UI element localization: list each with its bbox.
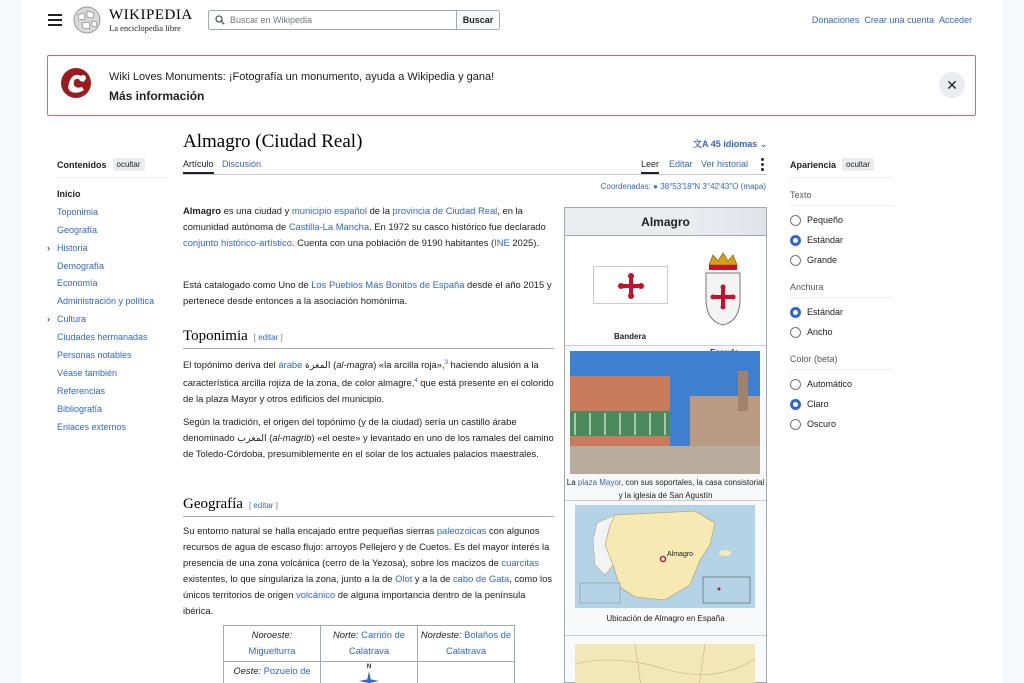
wiki-loves-monuments-logo-icon bbox=[58, 66, 94, 100]
text: haciendo alusión a la característica arcilla rojiza de la zona, de color almagre, bbox=[183, 359, 539, 389]
compass-cell-west bbox=[224, 662, 321, 683]
toc-item-vease-tambien[interactable]: Véase también bbox=[57, 367, 118, 378]
radio-button[interactable] bbox=[790, 419, 801, 430]
section-heading-geografia bbox=[183, 496, 554, 517]
text: 2025). bbox=[509, 237, 539, 248]
toponimia-paragraph-1 bbox=[183, 355, 554, 407]
main-menu-icon[interactable] bbox=[48, 14, 62, 26]
text: , con sus soportales, la casa consistorial y la iglesia de San Agustín bbox=[618, 478, 765, 500]
direction-label: Noroeste: bbox=[251, 629, 293, 640]
toc-hide-button[interactable]: ocultar bbox=[113, 158, 145, 171]
text: ) «la arcilla roja», bbox=[373, 359, 445, 371]
link[interactable]: cabo de Gata bbox=[452, 573, 510, 584]
infobox-symbols bbox=[565, 236, 766, 346]
chevron-right-icon[interactable]: › bbox=[47, 314, 50, 325]
toc-item-personas-notables[interactable]: Personas notables bbox=[57, 350, 132, 361]
language-button[interactable] bbox=[693, 137, 767, 150]
page-title: Almagro (Ciudad Real) bbox=[183, 131, 363, 152]
map-caption: Ubicación de Almagro en España bbox=[606, 614, 725, 623]
tab-discussion[interactable]: Discusión bbox=[222, 159, 262, 169]
wiki-loves-monuments-banner bbox=[47, 55, 976, 116]
compass-cell-east bbox=[418, 662, 515, 683]
coordinates-label[interactable]: Coordenadas: bbox=[600, 182, 651, 191]
option-label: Estándar bbox=[807, 235, 844, 245]
geografia-paragraph-1 bbox=[183, 523, 554, 619]
radio-button-selected[interactable] bbox=[790, 307, 801, 318]
link[interactable]: municipio español bbox=[291, 205, 367, 216]
text-size-large-option[interactable] bbox=[790, 250, 893, 270]
coat-of-arms-image[interactable] bbox=[703, 251, 743, 331]
link[interactable]: conjunto histórico-artístico bbox=[183, 237, 292, 248]
toc-item-geografia[interactable]: Geografía bbox=[57, 224, 98, 235]
option-label: Claro bbox=[807, 399, 829, 409]
direction-label: Oeste: bbox=[233, 665, 262, 676]
text: existentes, lo que singulariza la zona, junto a la de bbox=[183, 573, 396, 584]
toc-item-economia[interactable]: Economía bbox=[57, 278, 98, 289]
link[interactable]: volcánico bbox=[296, 589, 336, 600]
compass-rose-icon bbox=[357, 671, 381, 683]
infobox-second-map bbox=[565, 636, 766, 683]
text: . En 1972 su casco histórico fue declarado bbox=[369, 221, 546, 232]
infobox-photo bbox=[565, 346, 766, 501]
text-size-small-option[interactable] bbox=[790, 210, 893, 230]
italic-term: al-magrib bbox=[272, 432, 312, 443]
page bbox=[22, 0, 1002, 683]
width-standard-option[interactable] bbox=[790, 302, 893, 322]
toc-header bbox=[57, 158, 167, 178]
banner-more-link[interactable]: Más información bbox=[109, 89, 205, 103]
link[interactable]: cuarcitas bbox=[501, 557, 539, 568]
edit-label[interactable]: editar bbox=[253, 501, 274, 510]
neighbors-compass-table bbox=[223, 625, 515, 683]
flag-caption: Bandera bbox=[614, 332, 647, 341]
section-title: Geografía bbox=[183, 496, 243, 512]
toc-item-referencias[interactable]: Referencias bbox=[57, 385, 106, 396]
page-tabs bbox=[183, 155, 767, 175]
option-label: Automático bbox=[807, 379, 853, 389]
radio-button-selected[interactable] bbox=[790, 399, 801, 410]
radio-button[interactable] bbox=[790, 215, 801, 226]
regional-map[interactable] bbox=[575, 644, 755, 683]
language-icon: 文A bbox=[693, 139, 709, 149]
compass-rose-cell bbox=[321, 662, 418, 683]
radio-button[interactable] bbox=[790, 327, 801, 338]
text: y a la de bbox=[412, 573, 453, 584]
text-size-standard-option[interactable] bbox=[790, 230, 893, 250]
link[interactable]: Olot bbox=[395, 573, 413, 584]
option-label: Grande bbox=[807, 255, 838, 265]
edit-label[interactable]: editar bbox=[258, 333, 279, 342]
search-input[interactable] bbox=[209, 11, 456, 29]
infobox-location-map bbox=[565, 501, 766, 636]
appearance-hide-button[interactable]: ocultar bbox=[842, 158, 874, 171]
edit-section-link[interactable]: [ editar ] bbox=[253, 333, 283, 342]
color-auto-option[interactable] bbox=[790, 374, 893, 394]
map-marker-label: Almagro bbox=[667, 551, 694, 558]
coordinates bbox=[601, 182, 766, 191]
search-box bbox=[208, 10, 500, 30]
compass-cell-northwest bbox=[224, 626, 321, 662]
tab-edit[interactable]: Editar bbox=[669, 159, 693, 169]
compass-n-letter: N bbox=[366, 664, 372, 670]
toc-item-demografia[interactable]: Demografía bbox=[57, 260, 105, 271]
intro-paragraph-2 bbox=[183, 277, 554, 309]
link[interactable]: árabe bbox=[278, 359, 303, 371]
toponimia-paragraph-2 bbox=[183, 414, 554, 462]
appearance-title: Apariencia bbox=[790, 159, 837, 170]
logo-title: WIKIPEDIA bbox=[109, 7, 193, 23]
text: ) «el oeste» y levantado en uno de los ramales del camino de Toledo-Córdoba, presumiblemente en el solar de los actuales palacios maestrales. bbox=[183, 432, 554, 459]
section-title: Toponimia bbox=[183, 328, 248, 344]
toc-item-cultura[interactable] bbox=[47, 311, 167, 329]
toc-item-label: Historia bbox=[57, 242, 88, 253]
coordinates-map-link[interactable]: (mapa) bbox=[740, 182, 766, 191]
compass-cell-north bbox=[321, 626, 418, 662]
calatrava-cross-icon bbox=[594, 267, 669, 305]
place-link[interactable]: Bolaños de Calatrava bbox=[445, 629, 512, 656]
banner-text: Wiki Loves Monuments: ¡Fotografía un monumento, ayuda a Wikipedia y gana! bbox=[109, 71, 495, 83]
article-subject: Almagro bbox=[183, 205, 222, 216]
text: El topónimo deriva del bbox=[183, 359, 279, 371]
link[interactable]: paleozoicas bbox=[436, 525, 487, 536]
toc-item-ciudades-hermanadas[interactable]: Ciudades hermanadas bbox=[57, 332, 148, 343]
text: de alguna importancia dentro de la península ibérica. bbox=[183, 589, 526, 616]
place-link[interactable]: Carrión de Calatrava bbox=[348, 629, 405, 656]
toc-item-toponimia[interactable]: Toponimia bbox=[57, 206, 99, 217]
toc-item-bibliografia[interactable]: Bibliografía bbox=[57, 403, 103, 414]
width-label: Anchura bbox=[790, 282, 893, 298]
option-label: Oscuro bbox=[807, 419, 837, 429]
flag-image[interactable] bbox=[593, 266, 668, 304]
text: con algunos recursos de agua de escaso flujo: arroyos Pellejero y de Cuetos. Es del mayor interés la presencia de una zona volcánica (cerro de la Yezosa), sobre los macizos de bbox=[183, 525, 550, 568]
italic-term: al-magra bbox=[336, 359, 374, 371]
text: desde el año 2015 y pertenece desde entonces a la asociación homónima. bbox=[183, 279, 552, 306]
width-wide-option[interactable] bbox=[790, 322, 893, 342]
intro-paragraph-1 bbox=[183, 203, 554, 251]
radio-button-selected[interactable] bbox=[790, 235, 801, 246]
toc-title: Contenidos bbox=[57, 159, 107, 170]
search-placeholder: Buscar en Wikipedia bbox=[230, 15, 313, 25]
compass-cell-northeast bbox=[418, 626, 515, 662]
table-of-contents bbox=[47, 158, 167, 436]
plaza-mayor-link[interactable]: plaza Mayor bbox=[577, 478, 622, 487]
toc-item-inicio[interactable]: Inicio bbox=[57, 189, 81, 199]
close-icon[interactable]: ✕ bbox=[939, 72, 965, 98]
color-light-option[interactable] bbox=[790, 394, 893, 414]
search-icon bbox=[215, 15, 225, 25]
chevron-down-icon: ⌄ bbox=[759, 139, 768, 149]
wikipedia-wordmark[interactable] bbox=[109, 8, 193, 33]
infobox-title: Almagro bbox=[565, 208, 766, 236]
user-links bbox=[812, 15, 972, 25]
toc-item-enlaces-externos[interactable]: Enlaces externos bbox=[57, 421, 127, 432]
chevron-right-icon[interactable]: › bbox=[47, 242, 50, 253]
donate-link[interactable]: Donaciones bbox=[811, 15, 860, 25]
radio-button[interactable] bbox=[790, 379, 801, 390]
appearance-header bbox=[790, 158, 893, 178]
color-label: Color (beta) bbox=[790, 354, 893, 370]
spain-location-map[interactable] bbox=[575, 505, 755, 608]
text-size-label: Texto bbox=[790, 190, 893, 206]
plaza-mayor-photo[interactable] bbox=[570, 351, 760, 474]
text: de la bbox=[366, 205, 393, 216]
section-heading-toponimia bbox=[183, 328, 554, 349]
appearance-panel bbox=[790, 158, 893, 434]
text: , en la comunidad autónoma de bbox=[183, 205, 523, 232]
reference-link[interactable]: 3 bbox=[444, 360, 448, 366]
language-count: 45 idiomas bbox=[710, 139, 758, 149]
text: La bbox=[566, 478, 578, 487]
text: المغرة ( bbox=[302, 359, 337, 371]
text: es una ciudad y bbox=[221, 205, 292, 216]
toc-item-administracion[interactable]: Administración y política bbox=[57, 296, 155, 307]
tab-history[interactable]: Ver historial bbox=[701, 159, 749, 169]
link[interactable]: INE bbox=[494, 237, 510, 248]
option-label: Estándar bbox=[807, 307, 844, 317]
link[interactable]: Los Pueblos Más Bonitos de España bbox=[311, 279, 465, 290]
text: . Cuenta con una población de 9190 habitantes ( bbox=[291, 237, 495, 248]
text: Su entorno natural se halla encajado entre pequeñas sierras bbox=[183, 525, 437, 536]
option-label: Ancho bbox=[807, 327, 833, 337]
text: Según la tradición, el origen del topónimo (y de la ciudad) sería un castillo árabe denominado المغرب ( bbox=[183, 416, 517, 443]
color-dark-option[interactable] bbox=[790, 414, 893, 434]
radio-button[interactable] bbox=[790, 255, 801, 266]
logo-tagline: La enciclopedia libre bbox=[109, 23, 181, 33]
more-options-icon[interactable] bbox=[761, 158, 764, 173]
link[interactable]: provincia de Ciudad Real bbox=[392, 205, 498, 216]
tab-read[interactable]: Leer bbox=[641, 159, 659, 174]
wikipedia-globe-icon[interactable] bbox=[72, 5, 102, 35]
text: , como los únicos territorios de origen bbox=[183, 573, 553, 600]
reference-link[interactable]: 4 bbox=[414, 378, 418, 385]
coordinates-value[interactable]: 38°53′18″N 3°42′43″O bbox=[660, 182, 739, 191]
search-button[interactable]: Buscar bbox=[456, 11, 499, 29]
direction-label: Norte: bbox=[333, 629, 359, 640]
toc-item-label: Cultura bbox=[57, 314, 87, 325]
link[interactable]: Castilla-La Mancha bbox=[288, 221, 370, 232]
globe-icon: ● bbox=[653, 182, 658, 191]
photo-caption bbox=[565, 476, 766, 502]
text: que está presente en el colorido de la plaza Mayor y otros edificios del municipio. bbox=[183, 377, 554, 405]
edit-section-link[interactable]: [ editar ] bbox=[248, 501, 278, 510]
login-link[interactable]: Acceder bbox=[938, 15, 972, 25]
direction-label: Nordeste: bbox=[420, 629, 462, 640]
text: Está catalogado como Uno de bbox=[183, 279, 312, 290]
toc-item-historia[interactable] bbox=[47, 240, 167, 258]
option-label: Pequeño bbox=[807, 215, 844, 225]
infobox bbox=[564, 207, 767, 683]
place-link[interactable]: Miguelturra bbox=[248, 645, 296, 656]
place-link[interactable]: Pozuelo de bbox=[263, 665, 311, 676]
create-account-link[interactable]: Crear una cuenta bbox=[864, 15, 934, 25]
tab-article[interactable]: Artículo bbox=[183, 159, 214, 174]
